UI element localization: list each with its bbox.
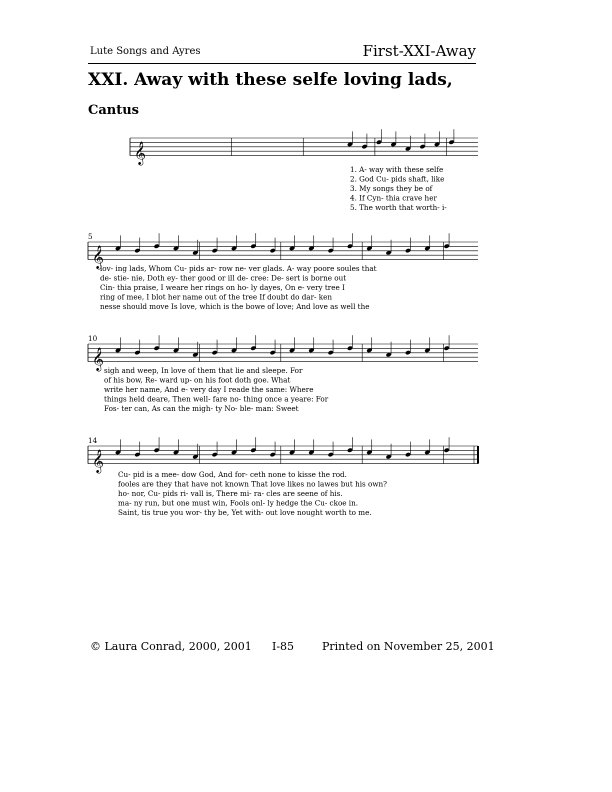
lyric-line: things held deare, Then well- fare no- thing once a yeare: For [104, 394, 329, 404]
lyric-line: lov- ing lads, Whom Cu- pids ar- row ne- ver glads. A- way poore soules that [100, 264, 377, 273]
lyric-line: sigh and weep, In love of them that lie and sleepe. For [104, 366, 303, 375]
measure-number: 5 [88, 232, 93, 241]
lyric-line: fooles are they that have not known That love likes no lawes but his own? [118, 479, 387, 489]
footer-page-number: I-85 [272, 640, 295, 653]
lyric-line: Cu- pid is a mee- dow God, And for- ceth none to kisse the rod. [118, 470, 347, 479]
running-header-left: Lute Songs and Ayres [90, 46, 201, 57]
treble-clef: 𝄞 [92, 244, 104, 269]
lyric-line: 4. If Cyn- thia crave her [350, 193, 437, 203]
song-title: XXI. Away with these selfe loving lads, [88, 70, 453, 90]
treble-clef: 𝄞 [92, 346, 104, 371]
measure-number: 10 [88, 334, 98, 343]
lyric-line: nesse should move Is love, which is the bowe of love; And love as well the [100, 302, 370, 311]
lyric-line: Saint, tis true you wor- thy be, Yet with- out love nought worth to me. [118, 508, 372, 517]
lyric-line: of his bow, Re- ward up- on his foot doth goe. What [104, 375, 291, 385]
running-header-right: First-XXI-Away [362, 42, 476, 60]
treble-clef: 𝄞 [92, 448, 104, 473]
lyric-line: write her name, And e- very day I reade the same: Where [104, 385, 314, 394]
voice-label: Cantus [88, 103, 139, 118]
lyric-line: 3. My songs they be of [350, 184, 433, 193]
lyric-line: Fos- ter can, As can the migh- ty No- ble- man: Sweet [104, 404, 299, 413]
measure-number: 14 [88, 436, 98, 445]
treble-clef: 𝄞 [134, 140, 146, 165]
lyric-line: ho- nor, Cu- pids ri- vall is, There mi- ra- cles are seene of his. [118, 489, 343, 498]
lyric-line: 2. God Cu- pids shaft, like [350, 174, 445, 184]
footer-copyright: © Laura Conrad, 2000, 2001 [90, 640, 252, 653]
lyric-line: 1. A- way with these selfe [350, 165, 444, 174]
lyric-line: Cin- thia praise, I weare her rings on ho- ly dayes, On e- very tree I [100, 283, 345, 292]
lyric-line: de- stie- nie, Doth ey- ther good or ill de- cree: De- sert is borne out [100, 273, 347, 283]
lyric-line: 5. The worth that worth- i- [350, 203, 447, 212]
lyrics [88, 165, 447, 517]
lyric-line: ring of mee, I blot her name out of the tree If doubt do dar- ken [100, 292, 332, 302]
footer-printed-date: Printed on November 25, 2001 [322, 640, 495, 653]
lyric-line: ma- ny run, but one must win, Fools onl- ly hedge the Cu- ckoe in. [118, 498, 359, 508]
